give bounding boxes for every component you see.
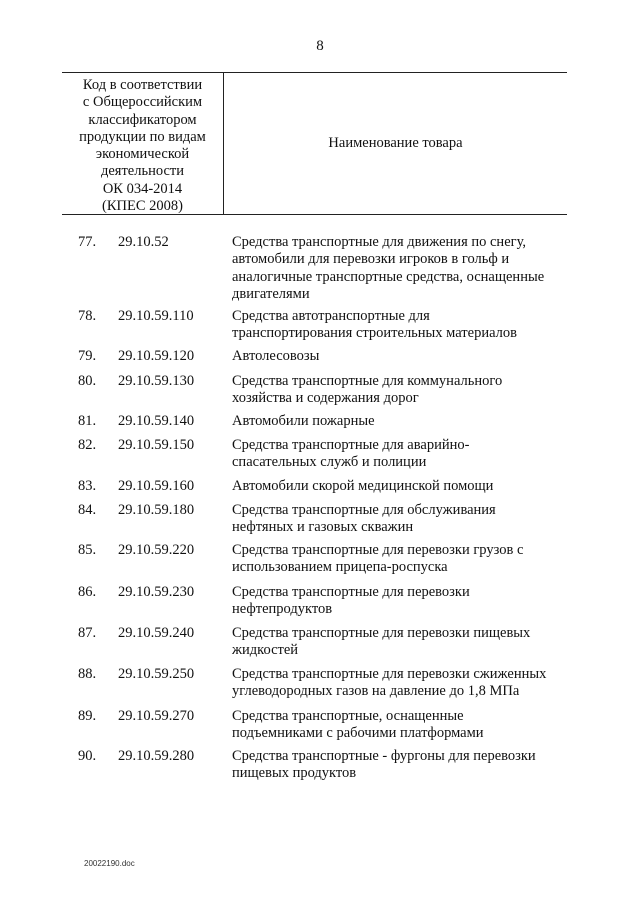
row-name-line: пищевых продуктов <box>232 765 357 782</box>
code-column-header <box>62 77 223 215</box>
table-header <box>62 72 567 215</box>
row-name <box>232 234 577 303</box>
row-name <box>232 478 577 495</box>
row-number: 78. <box>78 308 97 324</box>
row-number: 90. <box>78 748 97 764</box>
row-code: 29.10.59.150 <box>118 437 195 453</box>
row-name-line: Автомобили скорой медицинской помощи <box>232 478 494 494</box>
row-code: 29.10.59.240 <box>118 625 195 641</box>
row-name-line: нефтепродуктов <box>232 601 333 618</box>
row-name-line: Средства транспортные для обслуживания <box>232 502 496 518</box>
page-number: 8 <box>316 38 324 54</box>
row-number: 77. <box>78 234 97 250</box>
code-header-line: с Общероссийским <box>82 94 203 111</box>
row-name-line: углеводородных газов на давление до 1,8 МПа <box>232 683 520 700</box>
row-name-line: спасательных служб и полиции <box>232 454 427 471</box>
row-name-line: использованием прицепа-роспуска <box>232 559 448 576</box>
row-name-line: Средства автотранспортные для <box>232 308 430 324</box>
row-code: 29.10.59.130 <box>118 373 195 389</box>
row-name-line: Средства транспортные - фургоны для перевозки <box>232 748 536 764</box>
row-name <box>232 748 577 783</box>
row-name <box>232 348 577 365</box>
row-name-line: хозяйства и содержания дорог <box>232 390 419 407</box>
row-number: 85. <box>78 542 97 558</box>
row-name-line: двигателями <box>232 285 310 302</box>
row-number: 79. <box>78 348 97 364</box>
row-code: 29.10.59.280 <box>118 748 195 764</box>
row-number: 84. <box>78 502 97 518</box>
name-column-header <box>224 73 567 214</box>
row-number: 86. <box>78 584 97 600</box>
row-name <box>232 708 577 743</box>
row-code: 29.10.59.250 <box>118 666 195 682</box>
name-header-label: Наименование товара <box>328 135 463 151</box>
code-header-line: (КПЕС 2008) <box>102 198 183 215</box>
row-number: 88. <box>78 666 97 682</box>
row-name-line: Автолесовозы <box>232 348 320 364</box>
row-code: 29.10.59.180 <box>118 502 195 518</box>
code-header-line: деятельности <box>100 163 184 180</box>
document-filename: 20022190.doc <box>84 859 135 868</box>
code-header-line: Код в соответствии <box>82 77 203 93</box>
row-code: 29.10.59.230 <box>118 584 195 600</box>
code-header-line: экономической <box>95 146 190 163</box>
row-name-line: Автомобили пожарные <box>232 413 375 429</box>
row-name <box>232 308 577 343</box>
code-header-line: ОК 034-2014 <box>102 180 183 197</box>
row-code: 29.10.59.120 <box>118 348 195 364</box>
row-code: 29.10.59.160 <box>118 478 195 494</box>
row-name-line: нефтяных и газовых скважин <box>232 519 414 536</box>
row-code: 29.10.52 <box>118 234 169 250</box>
row-name-line: аналогичные транспортные средства, оснащенные <box>232 268 545 285</box>
row-name <box>232 542 577 577</box>
row-name <box>232 437 577 472</box>
row-code: 29.10.59.140 <box>118 413 195 429</box>
row-name <box>232 373 577 408</box>
row-number: 82. <box>78 437 97 453</box>
row-code: 29.10.59.270 <box>118 708 195 724</box>
row-name-line: Средства транспортные для перевозки сжиженных <box>232 666 547 682</box>
row-name-line: жидкостей <box>232 642 299 659</box>
row-number: 81. <box>78 413 97 429</box>
row-number: 87. <box>78 625 97 641</box>
row-name <box>232 502 577 537</box>
row-code: 29.10.59.110 <box>118 308 194 324</box>
row-name <box>232 625 577 660</box>
row-name-line: автомобили для перевозки игроков в гольф и <box>232 251 510 268</box>
row-name-line: транспортирования строительных материалов <box>232 325 517 342</box>
row-name <box>232 413 577 430</box>
row-number: 89. <box>78 708 97 724</box>
row-name-line: Средства транспортные для аварийно- <box>232 437 470 453</box>
row-name-line: Средства транспортные, оснащенные <box>232 708 464 724</box>
row-name-line: Средства транспортные для перевозки пищевых <box>232 625 531 641</box>
code-header-line: продукции по видам <box>79 128 206 145</box>
row-name <box>232 584 577 619</box>
row-name <box>232 666 577 701</box>
row-code: 29.10.59.220 <box>118 542 195 558</box>
row-name-line: Средства транспортные для перевозки <box>232 584 470 600</box>
row-name-line: Средства транспортные для перевозки грузов с <box>232 542 524 558</box>
row-name-line: подъемниками с рабочими платформами <box>232 725 484 742</box>
row-number: 80. <box>78 373 97 389</box>
row-number: 83. <box>78 478 97 494</box>
code-header-line: классификатором <box>88 111 197 128</box>
row-name-line: Средства транспортные для движения по снегу, <box>232 234 527 250</box>
row-name-line: Средства транспортные для коммунального <box>232 373 503 389</box>
